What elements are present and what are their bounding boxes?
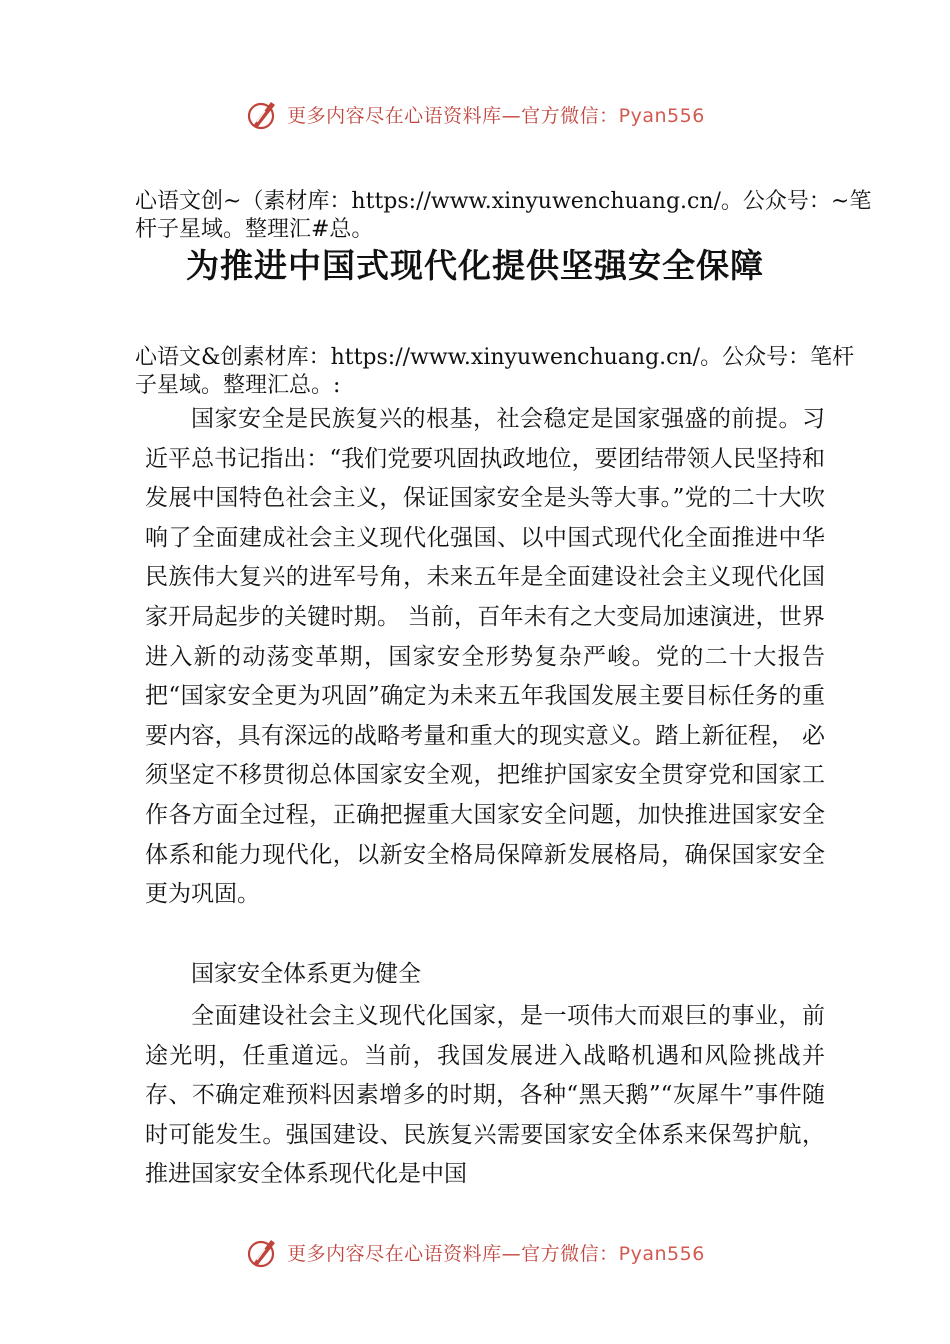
top-banner [0, 92, 950, 136]
body-source-line: 心语文&创素材库：https://www.xinyuwenchuang.cn/。公众号：笔杆子星域。整理汇总。: [135, 345, 855, 398]
quill-logo-icon [245, 96, 281, 132]
quill-logo-icon [245, 1234, 281, 1270]
body-section-2 [145, 997, 825, 1195]
paragraph: 国家安全是民族复兴的根基，社会稳定是国家强盛的前提。习近平总书记指出：“我们党要巩固执政地位，要团结带领人民坚持和发展中国特色社会主义，保证国家安全是头等大事。”党的二十大吹响了全面建成社会主义现代化强国、以中国式现代化全面推进中华民族伟大复兴的进军号角，未来五年是全面建设社会主义现代化国家开局起步的关键时期。 当前，百年未有之大变局加速演进，世界进入新的动荡变革期，国家安全形势复杂严峻。党的二十大报告把“国家安全更为巩固”确定为未来五年我国发展主要目标任务的重要内容，具有深远的战略考量和重大的现实意义。踏上新征程， 必须坚定不移贯彻总体国家安全观，把维护国家安全贯穿党和国家工作各方面全过程，正确把握重大国家安全问题，加快推进国家安全体系和能力现代化，以新安全格局保障新发展格局，确保国家安全更为巩固。 [145, 406, 825, 908]
body-section-heading [145, 954, 825, 994]
header-source-line: 心语文创~（素材库：https://www.xinyuwenchuang.cn/。公众号：~笔杆子星域。整理汇#总。 [135, 189, 872, 242]
paragraph: 全面建设社会主义现代化国家，是一项伟大而艰巨的事业，前途光明，任重道远。当前，我国发展进入战略机遇和风险挑战并存、不确定难预料因素增多的时期，各种“黑天鹅”“灰犀牛”事件随时可能发生。强国建设、民族复兴需要国家安全体系来保驾护航，推进国家安全体系现代化是中国 [145, 1003, 825, 1188]
section-heading: 国家安全体系更为健全 [191, 961, 421, 987]
banner-wechat-id: Pyan556 [618, 104, 705, 127]
document-title: 为推进中国式现代化提供坚强安全保障 [186, 246, 764, 285]
bottom-banner [0, 1230, 950, 1274]
banner-label: 更多内容尽在心语资料库—官方微信： [287, 104, 619, 127]
banner-text [287, 1239, 705, 1266]
banner-text [287, 101, 705, 128]
body-section-1 [145, 400, 825, 915]
banner-wechat-id: Pyan556 [618, 1242, 705, 1265]
banner-label: 更多内容尽在心语资料库—官方微信： [287, 1242, 619, 1265]
